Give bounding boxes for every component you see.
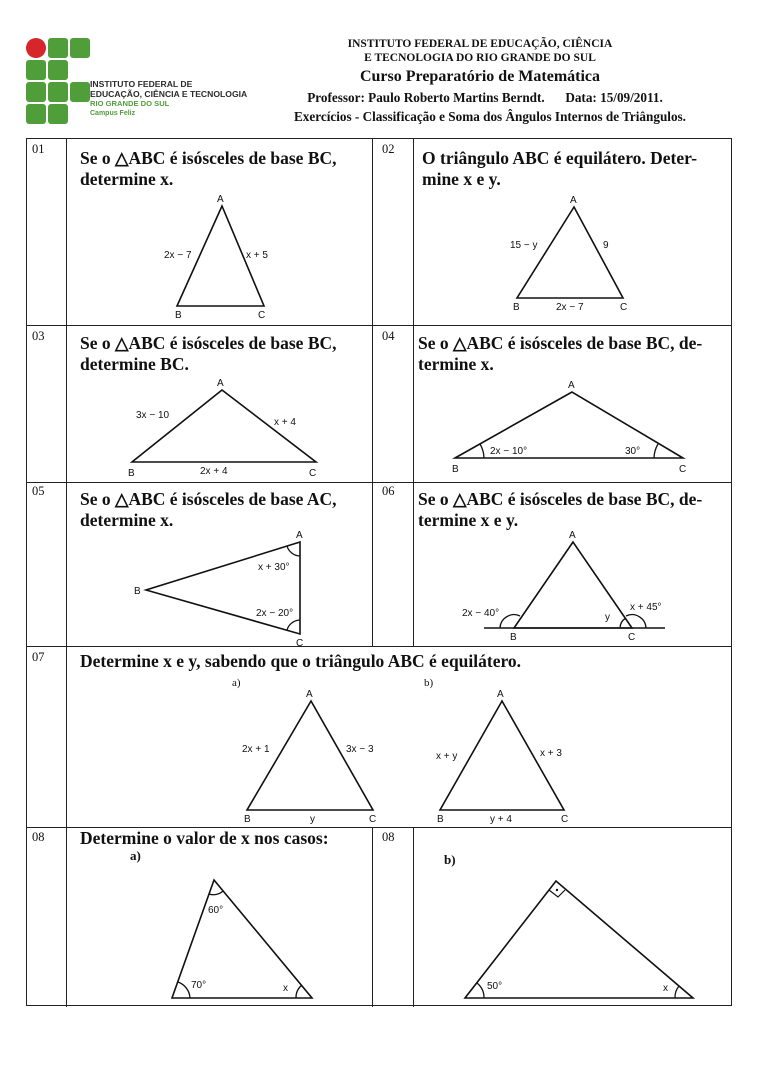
svg-text:C: C xyxy=(628,632,636,643)
side-AC-label: 3x − 3 xyxy=(346,744,374,755)
angle-A-label: x + 30° xyxy=(258,562,290,573)
svg-text:A: A xyxy=(497,689,504,700)
exercise-number: 02 xyxy=(382,142,395,156)
svg-text:C: C xyxy=(309,468,317,479)
svg-text:A: A xyxy=(569,530,576,541)
vertex-B: B xyxy=(175,310,182,321)
exercise-number: 07 xyxy=(32,650,45,664)
side-BC-label: 2x − 7 xyxy=(556,302,584,313)
exercise-number: 06 xyxy=(382,484,395,498)
angle-B-label: 2x − 10° xyxy=(490,446,528,457)
angle-top-label: 60° xyxy=(208,905,224,916)
svg-text:A: A xyxy=(568,380,575,391)
svg-text:C: C xyxy=(369,814,377,825)
subject-line: Exercícios - Classificação e Soma dos Ângulos Internos de Triângulos. xyxy=(294,109,686,124)
part-b-label: b) xyxy=(444,852,456,867)
exercise-04-statement: Se o △ABC é isósceles de base BC, de- termine x. xyxy=(418,333,703,374)
angle-C-label: 30° xyxy=(625,446,641,457)
svg-text:A: A xyxy=(217,378,224,389)
svg-text:C: C xyxy=(620,302,628,313)
part-a-label: a) xyxy=(232,677,241,689)
exercise-number: 08 xyxy=(382,830,395,844)
institution-line-2: E TECNOLOGIA DO RIO GRANDE DO SUL xyxy=(364,52,596,64)
exercise-number: 05 xyxy=(32,484,45,498)
exercise-number: 01 xyxy=(32,142,45,156)
svg-text:A: A xyxy=(296,530,303,541)
svg-text:B: B xyxy=(128,468,135,479)
exercise-07-statement: Determine x e y, sabendo que o triângulo ABC é equilátero. xyxy=(80,651,522,671)
svg-text:C: C xyxy=(296,638,304,649)
side-AC-label: 9 xyxy=(603,240,609,251)
exercise-06-statement: Se o △ABC é isósceles de base BC, de- termine x e y. xyxy=(418,489,703,530)
exercise-number: 04 xyxy=(382,329,395,343)
angle-left-label: 70° xyxy=(191,980,207,991)
svg-text:C: C xyxy=(679,464,687,475)
angle-C-label: 2x − 20° xyxy=(256,608,294,619)
date: Data: 15/09/2011. xyxy=(565,90,663,105)
svg-text:B: B xyxy=(437,814,444,825)
institution-line-1: INSTITUTO FEDERAL DE EDUCAÇÃO, CIÊNCIA xyxy=(347,38,613,50)
side-AB-label: x + y xyxy=(436,751,458,762)
side-BC-label: y xyxy=(310,814,315,825)
angle-y-label: y xyxy=(605,612,610,623)
svg-text:B: B xyxy=(244,814,251,825)
exercise-08-statement: Determine o valor de x nos casos: xyxy=(80,828,329,848)
angle-right-label: x xyxy=(663,983,668,994)
course-title: Curso Preparatório de Matemática xyxy=(359,68,601,85)
logo-text: INSTITUTO FEDERAL DE EDUCAÇÃO, CIÊNCIA E TECNOLOGIA RIO GRANDE DO SUL Campus Feliz xyxy=(90,79,248,117)
part-a-label: a) xyxy=(130,848,141,863)
side-AB-label: 15 − y xyxy=(510,240,538,251)
svg-text:B: B xyxy=(513,302,520,313)
ext-angle-C-label: x + 45° xyxy=(630,602,662,613)
exercise-number: 08 xyxy=(32,830,45,844)
svg-text:B: B xyxy=(134,586,141,597)
svg-text:C: C xyxy=(561,814,569,825)
vertex-A: A xyxy=(217,194,224,205)
side-BC-label: 2x + 4 xyxy=(200,466,228,477)
professor: Professor: Paulo Roberto Martins Berndt. xyxy=(307,90,545,105)
vertex-C: C xyxy=(258,310,266,321)
angle-left-label: 50° xyxy=(487,981,503,992)
side-AB-label: 2x + 1 xyxy=(242,744,270,755)
exercise-03-statement: Se o △ABC é isósceles de base BC, determine BC. xyxy=(80,333,337,374)
exercise-02-statement: O triângulo ABC é equilátero. Deter- mine x e y. xyxy=(422,148,698,189)
svg-text:A: A xyxy=(570,195,577,206)
side-AC-label: x + 5 xyxy=(246,250,268,261)
svg-text:A: A xyxy=(306,689,313,700)
side-BC-label: y + 4 xyxy=(490,814,512,825)
angle-right-label: x xyxy=(283,983,288,994)
side-AC-label: x + 3 xyxy=(540,748,562,759)
part-b-label: b) xyxy=(424,677,434,689)
ext-angle-B-label: 2x − 40° xyxy=(462,608,500,619)
side-AB-label: 3x − 10 xyxy=(136,410,170,421)
side-AC-label: x + 4 xyxy=(274,417,296,428)
svg-text:B: B xyxy=(452,464,459,475)
side-AB-label: 2x − 7 xyxy=(164,250,192,261)
exercise-01-statement: Se o △ABC é isósceles de base BC, determine x. xyxy=(80,148,337,189)
exercise-number: 03 xyxy=(32,329,45,343)
exercise-05-statement: Se o △ABC é isósceles de base AC, determine x. xyxy=(80,489,337,530)
svg-text:B: B xyxy=(510,632,517,643)
